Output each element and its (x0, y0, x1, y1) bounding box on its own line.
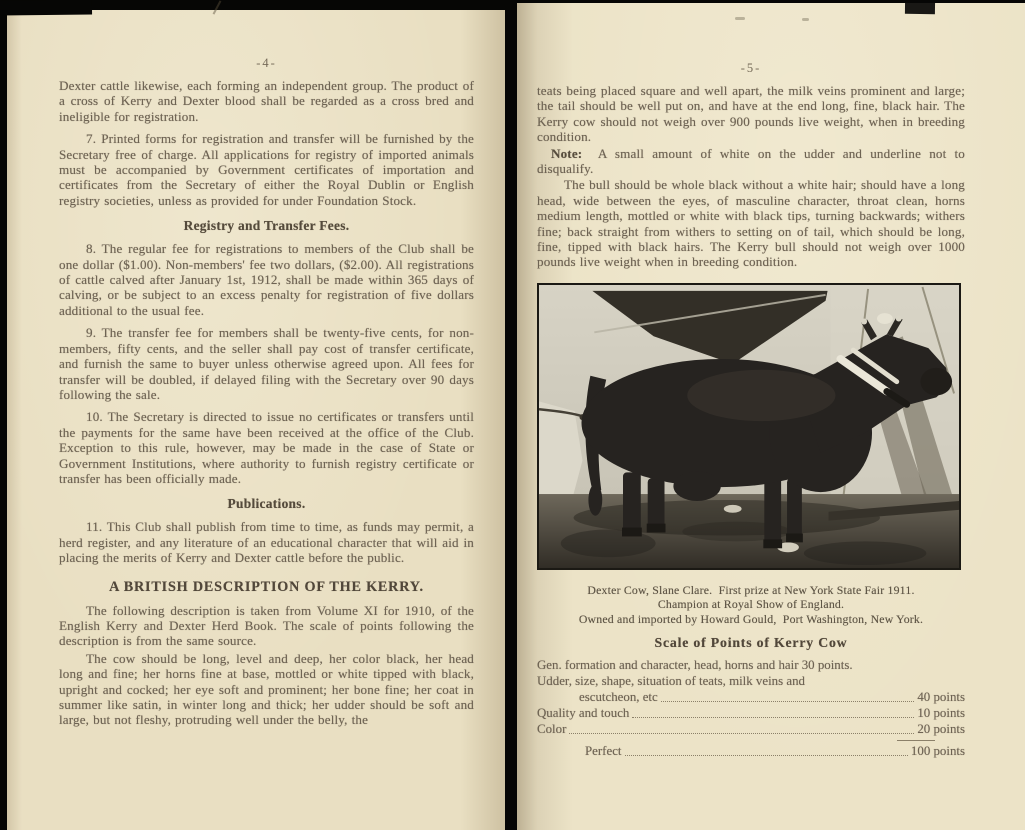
paragraph-note (537, 146, 965, 177)
points-row-quality-value: 10 points (917, 706, 965, 721)
photo-caption (537, 583, 965, 627)
paragraph-7-printed-forms: 7. Printed forms for registration and transfer will be furnished by the Secretary free of charge. All applications for registry of imported animals must be accompanied by Government certificates of importation and certificates from the Secretary of either the Royal Dublin or English registry societies, unless as provided for under Foundation Stock. (59, 131, 474, 208)
note-text: A small amount of white on the udder and underline not to disqualify. (537, 145, 966, 177)
points-row-udder-label: Udder, size, shape, situation of teats, milk veins and (537, 674, 805, 689)
points-row-color (537, 721, 965, 737)
points-total-rule (897, 740, 935, 741)
page-number-right: -5- (740, 61, 762, 75)
paragraph-dexter-group: Dexter cattle likewise, each forming an independent group. The product of a cross of Kerry and Dexter blood shall be regarded as a cross bred and ineligible for registration. (59, 78, 474, 124)
dot-leader (569, 733, 914, 734)
dot-leader (661, 701, 915, 702)
scan-smudge (735, 17, 745, 20)
scan-smudge (802, 18, 809, 21)
heading-publications: Publications. (227, 496, 306, 512)
points-row-perfect-label: Perfect (585, 744, 622, 759)
caption-line-2: Champion at Royal Show of England. (657, 597, 845, 612)
paragraph-teats: teats being placed square and well apart, the milk veins prominent and large; the tail should be well put on, and have at the end long, fine, black hair. The Kerry cow should not weigh over 900 pounds live weight, when in breeding condition. (537, 83, 965, 145)
points-line-general: Gen. formation and character, head, horns and hair 30 points. (537, 658, 853, 673)
points-row-udder (537, 673, 965, 705)
cow-photo-graphic (539, 285, 959, 568)
page-number-left: -4- (256, 56, 277, 70)
points-row-color-label: Color (537, 722, 567, 737)
caption-line-1: Dexter Cow, Slane Clare. First prize at New York State Fair 1911. (587, 582, 915, 597)
paragraph-10-secretary: 10. The Secretary is directed to issue no certificates or transfers until the payments for the same have been received at the office of the Club. Exception to this rule, however, may be made in the case of State or Government Institutions, where authority to furnish registry certificate or transfer has been officially made. (59, 409, 474, 486)
heading-scale-of-points: Scale of Points of Kerry Cow (654, 635, 848, 651)
paragraph-11-publish: 11. This Club shall publish from time to time, as funds may permit, a herd register, and any literature of an educational character that will aid in placing the merits of Kerry and Dexter cattle before the public. (59, 519, 474, 566)
left-page (7, 10, 505, 830)
dot-leader (625, 755, 908, 756)
points-row-perfect-value: 100 points (910, 744, 965, 759)
paragraph-cow-description: The cow should be long, level and deep, her color black, her head long and fine; her horns fine at base, mottled or white tipped with black, upright and cocked; her eye soft and prominent; her bone fine; her coat in summer like satin, in winter long and thick; her udder should be soft and large, but not fleshy, protruding well under the belly, the (59, 650, 474, 728)
points-row-udder-label2: escutcheon, etc (579, 690, 658, 705)
scan-corner-mark-right (905, 0, 935, 14)
heading-british-description: A BRITISH DESCRIPTION OF THE KERRY. (109, 578, 424, 595)
paragraph-8-regular-fee: 8. The regular fee for registrations to members of the Club shall be one dollar ($1.00). Non-members' fee two dollars, ($2.00). All registrations of cattle calved after January 1st, 1912, shall be made within 365 days of calving, or be subject to an excess penalty for registration of five dollars additional to the usual fee. (59, 241, 474, 318)
paragraph-description-source: The following description is taken from Volume XI for 1910, of the English Kerry and Dexter Herd Book. The scale of points following the description is from the same source. (59, 602, 474, 649)
points-row-perfect (537, 743, 965, 759)
points-row-quality-label: Quality and touch (537, 706, 630, 721)
right-page (517, 3, 1025, 830)
points-row-udder-value: 40 points (917, 690, 965, 705)
paragraph-bull-description: The bull should be whole black without a white hair; should have a long head, wide between the eyes, of masculine character, throat clean, horns medium length, mottled or white with black tips, turning backwards; withers fine; back straight from withers to setting on of tail, which should be long, fine, tipped with black hairs. The Kerry bull should not weigh over 1000 pounds live weight when in breeding condition. (537, 177, 965, 270)
heading-registry-transfer-fees: Registry and Transfer Fees. (183, 218, 350, 234)
points-row-quality (537, 705, 965, 721)
cow-photo (537, 283, 961, 570)
caption-line-3: Owned and imported by Howard Gould, Port Washington, New York. (578, 611, 924, 626)
scale-of-points-list (537, 657, 965, 759)
scan-corner-mark-left (0, 0, 92, 15)
note-label: Note: (551, 145, 583, 161)
paragraph-9-transfer-fee: 9. The transfer fee for members shall be twenty-five cents, for non-members, fifty cents, and the seller shall pay cost of transfer certificate, and furnish the same to buyer unless otherwise agreed upon. All fees for transfer will be doubled, if delayed filing with the Secretary over 90 days following the sale. (59, 325, 474, 402)
dot-leader (632, 717, 914, 718)
points-row-color-value: 20 points (917, 722, 965, 737)
